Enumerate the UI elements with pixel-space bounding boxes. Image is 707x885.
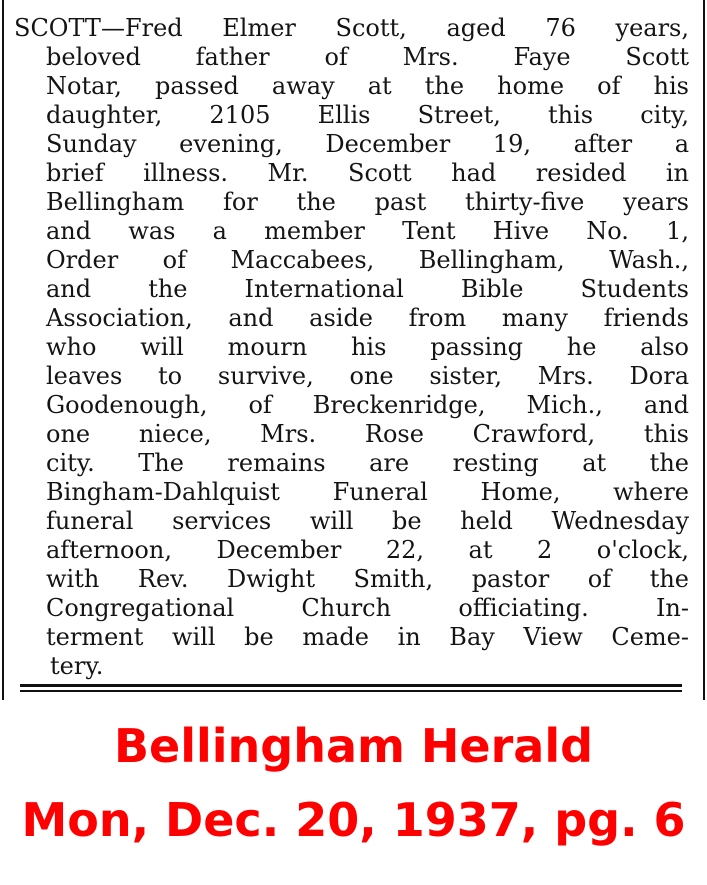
obituary-line [0, 246, 707, 275]
obituary-line-text: brief illness. Mr. Scott had resided in [46, 159, 689, 187]
obituary-line-text: Notar, passed away at the home of his [46, 72, 689, 100]
obituary-line-text: beloved father of Mrs. Faye Scott [46, 43, 689, 71]
obituary-line-text: one niece, Mrs. Rose Crawford, this [46, 420, 689, 448]
obituary-line [0, 420, 707, 449]
obituary-line-text: leaves to survive, one sister, Mrs. Dora [46, 362, 689, 390]
obituary-line [0, 478, 707, 507]
obituary-line-text: terment will be made in Bay View Ceme- [46, 623, 689, 651]
obituary-line [0, 304, 707, 333]
obituary-line-text: afternoon, December 22, at 2 o'clock, [46, 536, 689, 564]
obituary-line-text: and was a member Tent Hive No. 1, [46, 217, 689, 245]
obituary-line [0, 275, 707, 304]
obituary-line [0, 72, 707, 101]
date-page-caption: Mon, Dec. 20, 1937, pg. 6 [21, 793, 686, 847]
obituary-line [0, 507, 707, 536]
obituary-line [0, 43, 707, 72]
obituary-line-text: SCOTT—Fred Elmer Scott, aged 76 years, [14, 14, 689, 42]
obituary-line [0, 217, 707, 246]
obituary-line [0, 536, 707, 565]
obituary-line-text: funeral services will be held Wednesday [46, 507, 689, 535]
obituary-line [0, 130, 707, 159]
obituary-line [0, 449, 707, 478]
obituary-line-text: with Rev. Dwight Smith, pastor of the [46, 565, 689, 593]
obituary-line [0, 101, 707, 130]
obituary-line-text: Order of Maccabees, Bellingham, Wash., [46, 246, 689, 274]
obituary-line-text: Sunday evening, December 19, after a [46, 130, 689, 158]
obituary-line [0, 188, 707, 217]
obituary-line-text: Bellingham for the past thirty-five years [46, 188, 689, 216]
end-rule-top [20, 684, 682, 687]
obituary-line-text: Congregational Church officiating. In- [46, 594, 689, 622]
obituary-line [0, 14, 707, 43]
obituary-line-text: city. The remains are resting at the [46, 449, 689, 477]
obituary-line [0, 362, 707, 391]
obituary-line-text: Bingham-Dahlquist Funeral Home, where [46, 478, 689, 506]
end-rule-bottom [20, 690, 682, 692]
obituary-line-text: Goodenough, of Breckenridge, Mich., and [46, 391, 689, 419]
obituary-line-text: and the International Bible Students [46, 275, 689, 303]
obituary-line [0, 159, 707, 188]
obituary-line-text: daughter, 2105 Ellis Street, this city, [46, 101, 689, 129]
obituary-line-text: who will mourn his passing he also [46, 333, 689, 361]
obituary-line-text: Association, and aside from many friends [46, 304, 689, 332]
obituary-line [0, 565, 707, 594]
obituary-line [0, 391, 707, 420]
obituary-line-text: tery. [50, 652, 104, 680]
obituary-line [0, 623, 707, 652]
obituary-line [0, 594, 707, 623]
obituary-line [0, 333, 707, 362]
obituary-line [0, 652, 707, 681]
publication-caption: Bellingham Herald [113, 719, 594, 773]
